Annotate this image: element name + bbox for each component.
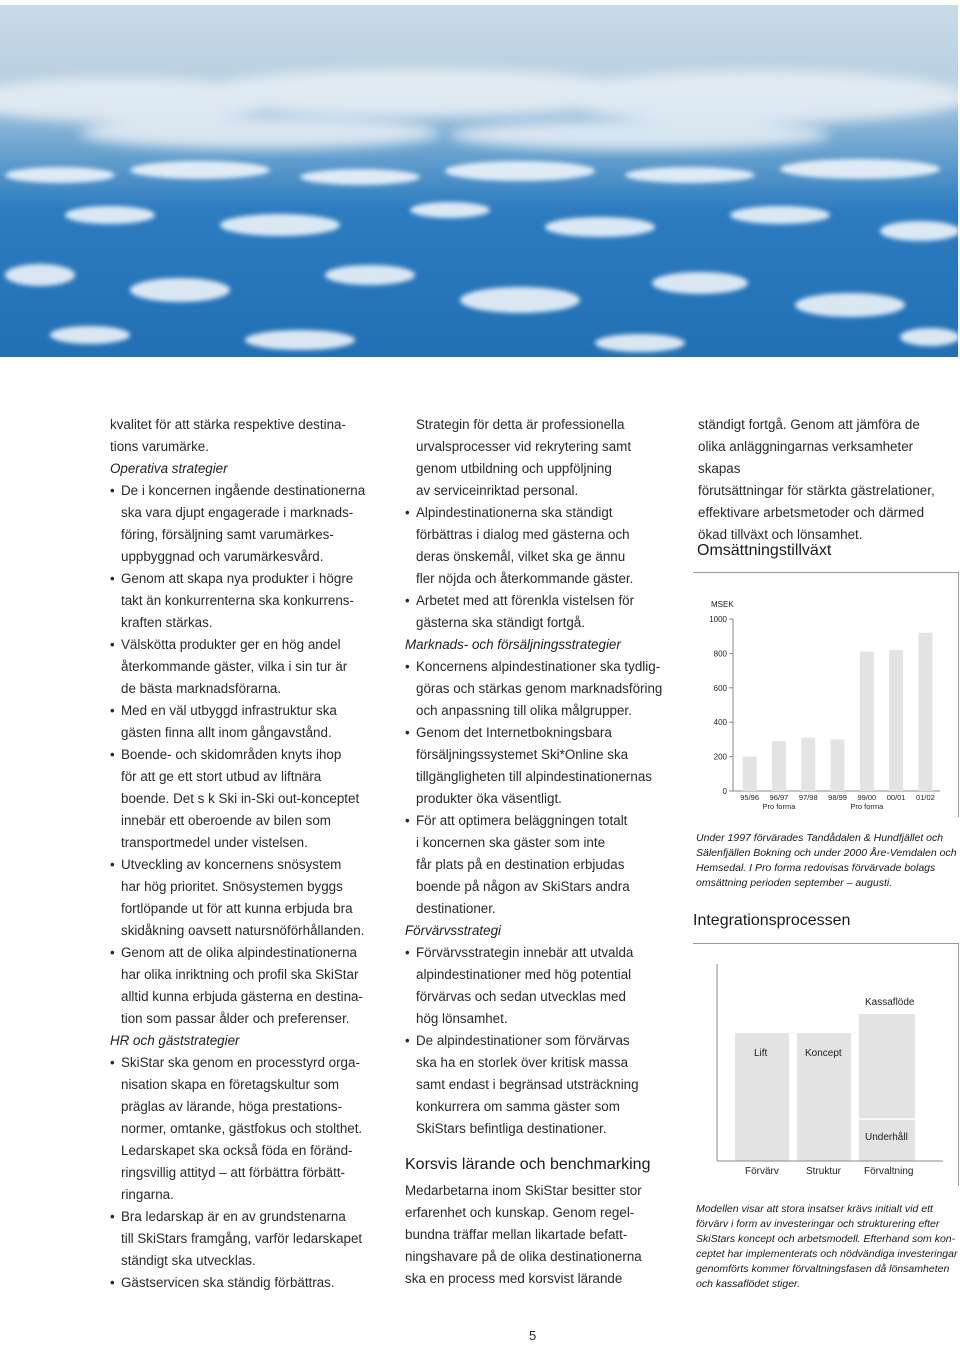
text-line: ständigt fortgå. Genom att jämföra de (698, 417, 920, 432)
bullet-line: ringsvillig attityd – att förbättra förbätt- (121, 1165, 346, 1180)
axis-forvaltning: Förvaltning (864, 1166, 914, 1177)
column-left (110, 414, 385, 1294)
col1-intro (110, 414, 385, 458)
bullet-line: har olika inriktning och profil ska SkiStar (121, 967, 359, 982)
y-tick-label: 0 (722, 787, 727, 796)
text-line: av serviceinriktad personal. (416, 483, 579, 498)
text-line: Under 1997 förvärades Tandådalen & Hundfjället och (696, 832, 944, 844)
text-line: ökad tillväxt och lönsamhet. (698, 527, 863, 542)
col3-intro (698, 414, 958, 546)
bullet-line: återkommande gäster, vilka i sin tur är (121, 659, 348, 674)
x-tick-label: 00/01 (886, 793, 906, 802)
bullet-line: de bästa marknadsförarna. (121, 681, 282, 696)
bullet-line: ringarna. (121, 1187, 174, 1202)
bullet-line: föring, försäljning samt varumärkes- (121, 527, 334, 542)
bullet-line: • Välskötta produkter ger en hög andel (121, 637, 341, 652)
bullet-line: • Alpindestinationerna ska ständigt (416, 505, 613, 520)
bullet-line: nisation skapa en företagskultur som (121, 1077, 340, 1092)
bullet-line: • De i koncernen ingående destinationerna (121, 483, 366, 498)
bullet-line: • De alpindestinationer som förvärvas (416, 1033, 630, 1048)
text-line: genomförts kommer förvaltningsfasen då lönsamheten (696, 1263, 950, 1275)
text-line: kvalitet för att stärka respektive destina- (110, 417, 346, 432)
text-line: effektivare arbetsmetoder och därmed (698, 505, 925, 520)
bullet-line: ska vara djupt engagerade i marknads- (121, 505, 354, 520)
bullet-line: produkter öka väsentligt. (416, 791, 562, 806)
y-tick-label: 400 (713, 718, 727, 728)
bullet-line: har hög prioritet. Snösystemen byggs (121, 879, 343, 894)
bar-96-97 (772, 741, 786, 791)
bullet-line: • Utveckling av koncernens snösystem (121, 857, 342, 872)
bullet-line: destinationer. (416, 901, 496, 916)
text-line: förvärv i form av investeringar och strukturering efter (696, 1218, 940, 1230)
y-tick-label: 600 (713, 683, 727, 693)
bullet-item (110, 634, 385, 700)
heading-operativa: Operativa strategier (110, 461, 228, 476)
bar-01-02 (918, 633, 932, 791)
bullet-line: ska ha en storlek över kritisk massa (416, 1055, 629, 1070)
bullet-line: takt än konkurrenterna ska konkurrens- (121, 593, 354, 608)
bullet-item (110, 480, 385, 568)
diagram-caption (696, 1202, 958, 1292)
x-tick-label: 99/00 (857, 793, 877, 802)
bullet-item (110, 744, 385, 854)
bullet-line: samt endast i begränsad utsträckning (416, 1077, 639, 1092)
page-number: 5 (529, 1328, 537, 1343)
bullet-line: uppbyggnad och varumärkesvård. (121, 549, 324, 564)
bullet-line: • Arbetet med att förenkla vistelsen för (416, 593, 635, 608)
heading-forvarv: Förvärvsstrategi (405, 923, 501, 938)
bullet-line: ständigt ska utvecklas. (121, 1253, 256, 1268)
bullet-line: till SkiStars framgång, varför ledarskapet (121, 1231, 363, 1246)
label-kassaflode: Kassaflöde (865, 997, 915, 1008)
heading-hr: HR och gäststrategier (110, 1033, 240, 1048)
diagram-frame (693, 943, 959, 1186)
bullet-line: kraften stärkas. (121, 615, 213, 630)
bullet-line: innebär ett oberoende av bilen som (121, 813, 331, 828)
bullet-line: för att ge ett stort utbud av liftnära (121, 769, 322, 784)
bar-98-99 (831, 739, 845, 791)
bullet-line: fortlöpande ut för att kunna erbjuda bra (121, 901, 353, 916)
x-tick-label: 01/02 (916, 793, 935, 802)
bullet-line: • Bra ledarskap är en av grundstenarna (121, 1209, 346, 1224)
bullet-line: • Med en väl utbyggd infrastruktur ska (121, 703, 337, 718)
bullet-line: • Genom det Internetbokningsbara (416, 725, 612, 740)
bullet-line: fler nöjda och återkommande gäster. (416, 571, 634, 586)
col2-intro (405, 414, 680, 502)
text-line: urvalsprocesser vid rekrytering samt (416, 439, 632, 454)
bullet-line: • SkiStar ska genom en processtyrd orga- (121, 1055, 360, 1070)
bullet-item (110, 568, 385, 634)
bullet-line: normer, omtanke, gästfokus och stolthet. (121, 1121, 363, 1136)
bullet-item (405, 722, 680, 810)
bullets-alpindestinationer (405, 502, 680, 634)
bar-95-96 (743, 757, 757, 791)
column-right (698, 414, 958, 546)
bar-97-98 (801, 738, 815, 791)
text-line: SkiStars koncept och arbetsmodell. Efterhand som kon- (696, 1233, 956, 1245)
label-underhall: Underhåll (865, 1132, 908, 1143)
y-tick-label: 800 (713, 649, 727, 659)
chart-title: Omsättningstillväxt (697, 542, 832, 559)
bullet-line: gästerna ska ständigt fortgå. (416, 615, 585, 630)
bullet-item (405, 590, 680, 634)
text-line: erfarenhet och kunskap. Genom regel- (405, 1205, 635, 1220)
text-line: ningshavare på de olika destinationerna (405, 1249, 642, 1264)
x-tick-label: 96/97 (769, 793, 789, 802)
text-line: Hemsedal. I Pro forma redovisas förvärvade bolags (696, 862, 936, 874)
bullet-line: • För att optimera beläggningen totalt (416, 813, 628, 828)
bullet-line: göras och stärkas genom marknadsföring (416, 681, 663, 696)
bullets-hr (110, 1052, 385, 1294)
bullet-item (405, 656, 680, 722)
text-line: olika anläggningarnas verksamheter skapas (698, 439, 914, 476)
bullet-item (110, 1272, 385, 1294)
bullet-item (110, 1052, 385, 1206)
bullet-item (405, 502, 680, 590)
text-line: Medarbetarna inom SkiStar besitter stor (405, 1183, 642, 1198)
bullet-line: präglas av lärande, höga prestations- (121, 1099, 343, 1114)
diagram-title: Integrationsprocessen (693, 912, 851, 929)
bullet-item (405, 1030, 680, 1140)
y-axis-unit: MSEK (711, 600, 734, 609)
bar-99-00 (860, 652, 874, 791)
hero-image (0, 5, 958, 357)
text-line: bundna träffar mellan likartade befatt- (405, 1227, 628, 1242)
text-line: Modellen visar att stora insatser krävs initialt vid ett (696, 1203, 933, 1215)
bullet-line: gästen finna allt inom gångavstånd. (121, 725, 332, 740)
bullet-line: transportmedel under vistelsen. (121, 835, 308, 850)
chart-caption (696, 831, 958, 891)
bullet-item (110, 854, 385, 942)
text-line: förutsättningar för stärkta gästrelationer, (698, 483, 935, 498)
axis-forvarv: Förvärv (745, 1166, 779, 1177)
bullet-line: • Boende- och skidområden knyts ihop (121, 747, 342, 762)
bullet-line: och anpassning till olika målgrupper. (416, 703, 632, 718)
aerial-sea-clouds-photo (0, 5, 958, 357)
text-line: ska en process med korsvist lärande (405, 1271, 623, 1286)
bullet-line: • Genom att skapa nya produkter i högre (121, 571, 354, 586)
bullet-item (405, 810, 680, 920)
bar-00-01 (889, 650, 903, 791)
bullet-item (110, 942, 385, 1030)
bullets-marknad (405, 656, 680, 920)
text-line: tions varumärke. (110, 439, 209, 454)
bullet-item (110, 700, 385, 744)
pro-forma-label-1: Pro forma (762, 802, 796, 811)
bullets-forvarv (405, 942, 680, 1140)
bullet-line: • Koncernens alpindestinationer ska tydlig- (416, 659, 661, 674)
y-tick-label: 1000 (709, 615, 727, 624)
bullet-line: förvärvas och sedan utvecklas med (416, 989, 626, 1004)
chart-frame (693, 572, 959, 817)
x-tick-label: 97/98 (798, 793, 818, 802)
text-line: Sälenfjällen Bokning och under 2000 Åre-Vemdalen och (696, 847, 957, 859)
column-middle (405, 414, 680, 1290)
bullet-line: alpindestinationer med hög potential (416, 967, 632, 982)
bullet-item (110, 1206, 385, 1272)
bullet-line: • Förvärvsstrategin innebär att utvalda (416, 945, 634, 960)
benchmarking-text (405, 1180, 680, 1290)
bullets-operativa (110, 480, 385, 1030)
integration-diagram (693, 944, 958, 1186)
bullet-line: skidåkning oavsett natursnöförhållanden. (121, 923, 365, 938)
bullet-line: • Genom att de olika alpindestinationerna (121, 945, 357, 960)
heading-marknad: Marknads- och försäljningsstrategier (405, 637, 621, 652)
bullet-line: förbättras i dialog med gästerna och (416, 527, 630, 542)
axis-struktur: Struktur (806, 1166, 842, 1177)
text-line: omsättning perioden september – augusti. (696, 877, 893, 889)
pro-forma-label-2: Pro forma (850, 802, 884, 811)
bullet-item (405, 942, 680, 1030)
bullet-line: Ledarskapet ska också föda en föränd- (121, 1143, 353, 1158)
label-lift: Lift (754, 1048, 768, 1059)
section-title-benchmarking: Korsvis lärande och benchmarking (405, 1156, 651, 1173)
bullet-line: boende. Det s k Ski in-Ski out-konceptet (121, 791, 360, 806)
bullet-line: boende på någon av SkiStars andra (416, 879, 630, 894)
bullet-line: i koncernen ska gäster som inte (416, 835, 606, 850)
text-line: genom utbildning och uppföljning (416, 461, 612, 476)
bullet-line: hög lönsamhet. (416, 1011, 508, 1026)
text-line: ceptet har implementerats och nödvändiga investeringar (696, 1248, 958, 1260)
bullet-line: SkiStars befintliga destinationer. (416, 1121, 607, 1136)
bullet-line: • Gästservicen ska ständig förbättras. (121, 1275, 335, 1290)
bullet-line: alltid kunna erbjuda gästerna en destina- (121, 989, 363, 1004)
bullet-line: deras önskemål, vilket ska ge ännu (416, 549, 626, 564)
bullet-line: försäljningssystemet Ski*Online ska (416, 747, 629, 762)
label-koncept: Koncept (805, 1048, 842, 1059)
bullet-line: konkurrera om samma gäster som (416, 1099, 620, 1114)
y-tick-label: 200 (713, 752, 727, 762)
bullet-line: får plats på en destination erbjudas (416, 857, 625, 872)
x-tick-label: 95/96 (740, 793, 760, 802)
revenue-bar-chart (693, 573, 958, 817)
text-line: och kassaflödet stiger. (696, 1278, 801, 1290)
x-tick-label: 98/99 (828, 793, 847, 802)
bullet-line: tillgängligheten till alpindestinationernas (416, 769, 652, 784)
bullet-line: tion som passar ålder och preferenser. (121, 1011, 350, 1026)
text-line: Strategin för detta är professionella (416, 417, 625, 432)
